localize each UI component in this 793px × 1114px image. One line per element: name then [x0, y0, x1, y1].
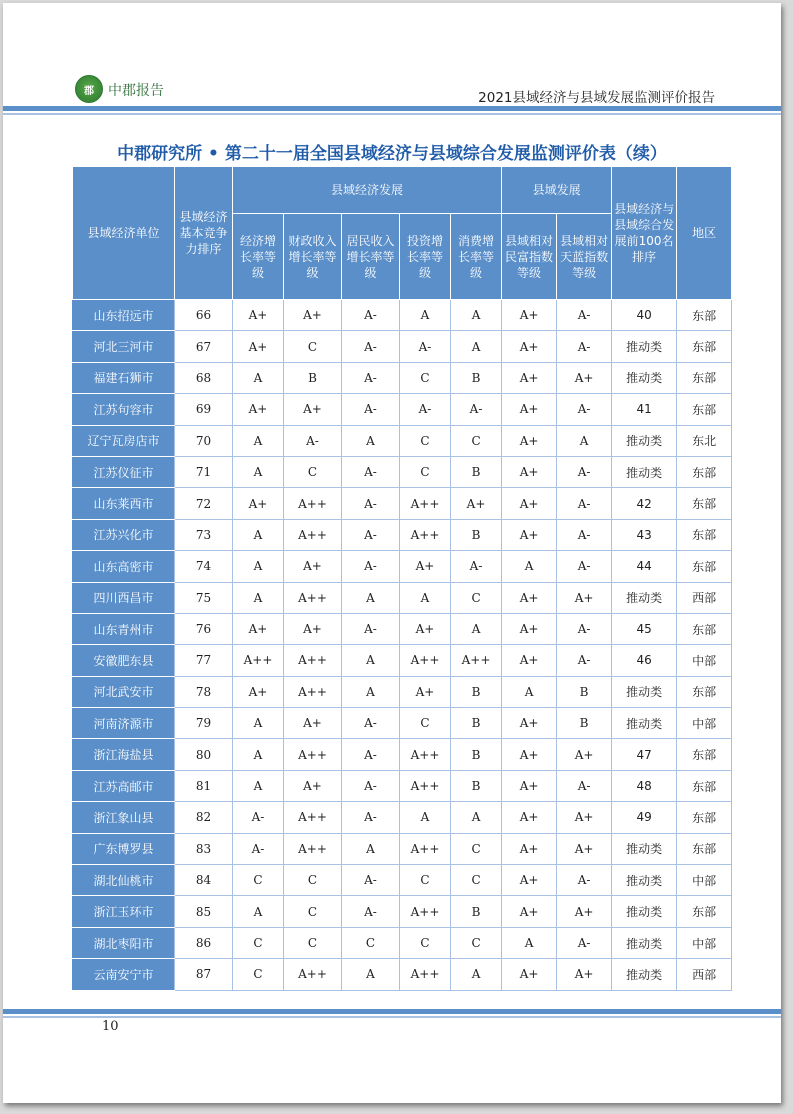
- consumption-growth-cell: C: [451, 582, 502, 613]
- region-cell: 东部: [677, 456, 732, 487]
- econ-growth-cell: A: [233, 708, 284, 739]
- consumption-growth-cell: A++: [451, 645, 502, 676]
- unit-cell: 四川西昌市: [73, 582, 175, 613]
- unit-cell: 辽宁瓦房店市: [73, 425, 175, 456]
- tianlan-cell: A: [557, 425, 612, 456]
- fiscal-growth-cell: C: [284, 865, 342, 896]
- page-number: 10: [102, 1019, 119, 1034]
- table-row: [73, 865, 732, 896]
- unit-cell: 云南安宁市: [73, 959, 175, 990]
- header-fiscal-growth: 财政收入增长率等级: [284, 214, 342, 300]
- table-row: [73, 551, 732, 582]
- tianlan-cell: A-: [557, 551, 612, 582]
- econ-growth-cell: A: [233, 519, 284, 550]
- unit-cell: 安徽肥东县: [73, 645, 175, 676]
- investment-growth-cell: C: [400, 708, 451, 739]
- logo-text: 中郡报告: [108, 83, 164, 99]
- table-row: [73, 927, 732, 958]
- consumption-growth-cell: A-: [451, 551, 502, 582]
- top100-cell: 44: [612, 551, 677, 582]
- consumption-growth-cell: C: [451, 927, 502, 958]
- fiscal-growth-cell: A++: [284, 645, 342, 676]
- investment-growth-cell: C: [400, 865, 451, 896]
- fiscal-growth-cell: A++: [284, 676, 342, 707]
- rank-cell: 83: [175, 833, 233, 864]
- tianlan-cell: A-: [557, 927, 612, 958]
- resident-income-cell: A-: [342, 300, 400, 331]
- top100-cell: 推动类: [612, 959, 677, 990]
- resident-income-cell: A-: [342, 708, 400, 739]
- rank-cell: 69: [175, 394, 233, 425]
- investment-growth-cell: A+: [400, 676, 451, 707]
- top100-cell: 48: [612, 770, 677, 801]
- consumption-growth-cell: C: [451, 865, 502, 896]
- rank-cell: 73: [175, 519, 233, 550]
- region-cell: 东部: [677, 770, 732, 801]
- investment-growth-cell: A++: [400, 739, 451, 770]
- header-resident-income: 居民收入增长率等级: [342, 214, 400, 300]
- econ-growth-cell: C: [233, 865, 284, 896]
- table-row: [73, 645, 732, 676]
- region-cell: 东部: [677, 676, 732, 707]
- consumption-growth-cell: B: [451, 708, 502, 739]
- region-cell: 东部: [677, 739, 732, 770]
- region-cell: 西部: [677, 582, 732, 613]
- top100-cell: 推动类: [612, 362, 677, 393]
- header-investment-growth: 投资增长率等级: [400, 214, 451, 300]
- unit-cell: 江苏仪征市: [73, 456, 175, 487]
- tianlan-cell: B: [557, 708, 612, 739]
- investment-growth-cell: C: [400, 927, 451, 958]
- econ-growth-cell: A: [233, 739, 284, 770]
- econ-growth-cell: C: [233, 959, 284, 990]
- consumption-growth-cell: B: [451, 739, 502, 770]
- minfu-cell: A+: [502, 708, 557, 739]
- resident-income-cell: A-: [342, 331, 400, 362]
- fiscal-growth-cell: A++: [284, 802, 342, 833]
- table-row: [73, 959, 732, 990]
- fiscal-growth-cell: C: [284, 331, 342, 362]
- logo-emblem-icon: 郡: [75, 75, 103, 103]
- minfu-cell: A+: [502, 739, 557, 770]
- minfu-cell: A+: [502, 802, 557, 833]
- rank-cell: 76: [175, 613, 233, 644]
- table-row: [73, 394, 732, 425]
- rank-cell: 82: [175, 802, 233, 833]
- region-cell: 东北: [677, 425, 732, 456]
- header-dev-group: 县域发展: [502, 167, 612, 214]
- region-cell: 中部: [677, 865, 732, 896]
- unit-cell: 福建石狮市: [73, 362, 175, 393]
- table-row: [73, 613, 732, 644]
- fiscal-growth-cell: A+: [284, 613, 342, 644]
- top100-cell: 47: [612, 739, 677, 770]
- resident-income-cell: A-: [342, 613, 400, 644]
- tianlan-cell: A-: [557, 865, 612, 896]
- table-row: [73, 770, 732, 801]
- top100-cell: 49: [612, 802, 677, 833]
- region-cell: 中部: [677, 645, 732, 676]
- region-cell: 东部: [677, 362, 732, 393]
- investment-growth-cell: A+: [400, 551, 451, 582]
- top100-cell: 42: [612, 488, 677, 519]
- unit-cell: 江苏兴化市: [73, 519, 175, 550]
- top100-cell: 推动类: [612, 425, 677, 456]
- consumption-growth-cell: A-: [451, 394, 502, 425]
- fiscal-growth-cell: A++: [284, 582, 342, 613]
- tianlan-cell: A-: [557, 300, 612, 331]
- resident-income-cell: A-: [342, 519, 400, 550]
- resident-income-cell: A-: [342, 394, 400, 425]
- unit-cell: 山东莱西市: [73, 488, 175, 519]
- investment-growth-cell: A++: [400, 770, 451, 801]
- footer-rule-thin: [3, 1016, 781, 1018]
- fiscal-growth-cell: B: [284, 362, 342, 393]
- consumption-growth-cell: B: [451, 770, 502, 801]
- consumption-growth-cell: A: [451, 802, 502, 833]
- tianlan-cell: A-: [557, 519, 612, 550]
- fiscal-growth-cell: A++: [284, 488, 342, 519]
- resident-income-cell: C: [342, 927, 400, 958]
- investment-growth-cell: A: [400, 802, 451, 833]
- resident-income-cell: A-: [342, 896, 400, 927]
- header-econ-group: 县域经济发展: [233, 167, 502, 214]
- unit-cell: 湖北枣阳市: [73, 927, 175, 958]
- minfu-cell: A+: [502, 331, 557, 362]
- header-rule-thin: [3, 113, 781, 115]
- econ-growth-cell: A+: [233, 676, 284, 707]
- investment-growth-cell: A++: [400, 645, 451, 676]
- unit-cell: 山东高密市: [73, 551, 175, 582]
- econ-growth-cell: A-: [233, 802, 284, 833]
- top100-cell: 推动类: [612, 927, 677, 958]
- region-cell: 东部: [677, 802, 732, 833]
- investment-growth-cell: A: [400, 582, 451, 613]
- table-row: [73, 582, 732, 613]
- investment-growth-cell: A-: [400, 331, 451, 362]
- econ-growth-cell: A: [233, 582, 284, 613]
- header-econ-growth: 经济增长率等级: [233, 214, 284, 300]
- unit-cell: 广东博罗县: [73, 833, 175, 864]
- econ-growth-cell: A: [233, 770, 284, 801]
- tianlan-cell: A+: [557, 833, 612, 864]
- investment-growth-cell: A++: [400, 833, 451, 864]
- region-cell: 东部: [677, 613, 732, 644]
- tianlan-cell: B: [557, 676, 612, 707]
- rank-cell: 67: [175, 331, 233, 362]
- rank-cell: 70: [175, 425, 233, 456]
- rank-cell: 79: [175, 708, 233, 739]
- table-row: [73, 708, 732, 739]
- region-cell: 东部: [677, 896, 732, 927]
- top100-cell: 推动类: [612, 331, 677, 362]
- fiscal-growth-cell: A+: [284, 394, 342, 425]
- tianlan-cell: A+: [557, 959, 612, 990]
- evaluation-table: [72, 166, 732, 991]
- table-row: [73, 488, 732, 519]
- econ-growth-cell: A: [233, 425, 284, 456]
- resident-income-cell: A-: [342, 488, 400, 519]
- investment-growth-cell: C: [400, 425, 451, 456]
- econ-growth-cell: A: [233, 896, 284, 927]
- investment-growth-cell: A-: [400, 394, 451, 425]
- minfu-cell: A: [502, 551, 557, 582]
- rank-cell: 71: [175, 456, 233, 487]
- tianlan-cell: A-: [557, 613, 612, 644]
- unit-cell: 河北三河市: [73, 331, 175, 362]
- investment-growth-cell: A+: [400, 613, 451, 644]
- minfu-cell: A+: [502, 645, 557, 676]
- unit-cell: 江苏高邮市: [73, 770, 175, 801]
- investment-growth-cell: A++: [400, 896, 451, 927]
- fiscal-growth-cell: A+: [284, 770, 342, 801]
- minfu-cell: A+: [502, 425, 557, 456]
- footer-rule: [3, 1009, 781, 1014]
- table-title: 中郡研究所 • 第二十一届全国县域经济与县域综合发展监测评价表（续）: [117, 144, 667, 164]
- investment-growth-cell: C: [400, 362, 451, 393]
- consumption-growth-cell: B: [451, 519, 502, 550]
- econ-growth-cell: A+: [233, 331, 284, 362]
- tianlan-cell: A-: [557, 456, 612, 487]
- top100-cell: 推动类: [612, 833, 677, 864]
- consumption-growth-cell: A+: [451, 488, 502, 519]
- fiscal-growth-cell: A++: [284, 739, 342, 770]
- top100-cell: 40: [612, 300, 677, 331]
- investment-growth-cell: A++: [400, 959, 451, 990]
- unit-cell: 浙江玉环市: [73, 896, 175, 927]
- resident-income-cell: A: [342, 582, 400, 613]
- minfu-cell: A+: [502, 300, 557, 331]
- consumption-growth-cell: B: [451, 456, 502, 487]
- tianlan-cell: A+: [557, 739, 612, 770]
- region-cell: 东部: [677, 300, 732, 331]
- tianlan-cell: A-: [557, 394, 612, 425]
- table-row: [73, 833, 732, 864]
- table-row: [73, 331, 732, 362]
- minfu-cell: A+: [502, 959, 557, 990]
- top100-cell: 43: [612, 519, 677, 550]
- minfu-cell: A+: [502, 456, 557, 487]
- table-row: [73, 362, 732, 393]
- econ-growth-cell: A: [233, 456, 284, 487]
- header-region: 地区: [677, 167, 732, 300]
- consumption-growth-cell: B: [451, 362, 502, 393]
- report-header-title: 2021县域经济与县域发展监测评价报告: [478, 90, 715, 106]
- fiscal-growth-cell: A++: [284, 959, 342, 990]
- resident-income-cell: A: [342, 425, 400, 456]
- minfu-cell: A+: [502, 896, 557, 927]
- top100-cell: 推动类: [612, 896, 677, 927]
- region-cell: 东部: [677, 394, 732, 425]
- resident-income-cell: A: [342, 959, 400, 990]
- tianlan-cell: A+: [557, 582, 612, 613]
- fiscal-growth-cell: C: [284, 896, 342, 927]
- rank-cell: 75: [175, 582, 233, 613]
- rank-cell: 87: [175, 959, 233, 990]
- region-cell: 东部: [677, 331, 732, 362]
- fiscal-growth-cell: C: [284, 927, 342, 958]
- resident-income-cell: A-: [342, 456, 400, 487]
- investment-growth-cell: A++: [400, 519, 451, 550]
- minfu-cell: A+: [502, 865, 557, 896]
- region-cell: 中部: [677, 708, 732, 739]
- econ-growth-cell: A+: [233, 300, 284, 331]
- consumption-growth-cell: C: [451, 425, 502, 456]
- top100-cell: 41: [612, 394, 677, 425]
- region-cell: 西部: [677, 959, 732, 990]
- region-cell: 东部: [677, 488, 732, 519]
- table-row: [73, 802, 732, 833]
- top100-cell: 推动类: [612, 708, 677, 739]
- minfu-cell: A: [502, 676, 557, 707]
- unit-cell: 湖北仙桃市: [73, 865, 175, 896]
- fiscal-growth-cell: A+: [284, 551, 342, 582]
- publisher-logo: [75, 75, 185, 105]
- minfu-cell: A+: [502, 394, 557, 425]
- minfu-cell: A+: [502, 613, 557, 644]
- rank-cell: 72: [175, 488, 233, 519]
- resident-income-cell: A: [342, 676, 400, 707]
- resident-income-cell: A-: [342, 739, 400, 770]
- header-tianlan-index: 县域相对天蓝指数等级: [557, 214, 612, 300]
- tianlan-cell: A-: [557, 645, 612, 676]
- unit-cell: 山东青州市: [73, 613, 175, 644]
- consumption-growth-cell: C: [451, 833, 502, 864]
- header-competitiveness-rank: 县域经济基本竞争力排序: [175, 167, 233, 300]
- rank-cell: 66: [175, 300, 233, 331]
- unit-cell: 浙江象山县: [73, 802, 175, 833]
- econ-growth-cell: A+: [233, 613, 284, 644]
- table-row: [73, 896, 732, 927]
- rank-cell: 81: [175, 770, 233, 801]
- econ-growth-cell: A+: [233, 394, 284, 425]
- fiscal-growth-cell: A++: [284, 833, 342, 864]
- rank-cell: 77: [175, 645, 233, 676]
- header-unit: 县域经济单位: [73, 167, 175, 300]
- resident-income-cell: A-: [342, 551, 400, 582]
- header-minfu-index: 县域相对民富指数等级: [502, 214, 557, 300]
- rank-cell: 86: [175, 927, 233, 958]
- resident-income-cell: A: [342, 645, 400, 676]
- fiscal-growth-cell: A+: [284, 708, 342, 739]
- consumption-growth-cell: A: [451, 959, 502, 990]
- consumption-growth-cell: A: [451, 331, 502, 362]
- header-top100: 县域经济与县域综合发展前100名排序: [612, 167, 677, 300]
- tianlan-cell: A-: [557, 488, 612, 519]
- tianlan-cell: A-: [557, 331, 612, 362]
- tianlan-cell: A+: [557, 362, 612, 393]
- resident-income-cell: A: [342, 833, 400, 864]
- resident-income-cell: A-: [342, 770, 400, 801]
- tianlan-cell: A+: [557, 896, 612, 927]
- tianlan-cell: A-: [557, 770, 612, 801]
- report-page: [3, 3, 781, 1103]
- top100-cell: 46: [612, 645, 677, 676]
- consumption-growth-cell: B: [451, 896, 502, 927]
- table-row: [73, 519, 732, 550]
- top100-cell: 推动类: [612, 582, 677, 613]
- minfu-cell: A+: [502, 770, 557, 801]
- fiscal-growth-cell: A+: [284, 300, 342, 331]
- fiscal-growth-cell: A-: [284, 425, 342, 456]
- table-row: [73, 300, 732, 331]
- resident-income-cell: A-: [342, 362, 400, 393]
- investment-growth-cell: A: [400, 300, 451, 331]
- rank-cell: 80: [175, 739, 233, 770]
- top100-cell: 推动类: [612, 676, 677, 707]
- consumption-growth-cell: A: [451, 300, 502, 331]
- minfu-cell: A+: [502, 488, 557, 519]
- fiscal-growth-cell: C: [284, 456, 342, 487]
- econ-growth-cell: A-: [233, 833, 284, 864]
- investment-growth-cell: C: [400, 456, 451, 487]
- econ-growth-cell: A: [233, 362, 284, 393]
- top100-cell: 推动类: [612, 865, 677, 896]
- table-row: [73, 425, 732, 456]
- consumption-growth-cell: B: [451, 676, 502, 707]
- rank-cell: 78: [175, 676, 233, 707]
- table-row: [73, 456, 732, 487]
- table-row: [73, 676, 732, 707]
- consumption-growth-cell: A: [451, 613, 502, 644]
- econ-growth-cell: A: [233, 551, 284, 582]
- rank-cell: 85: [175, 896, 233, 927]
- rank-cell: 68: [175, 362, 233, 393]
- unit-cell: 河北武安市: [73, 676, 175, 707]
- minfu-cell: A+: [502, 833, 557, 864]
- tianlan-cell: A+: [557, 802, 612, 833]
- investment-growth-cell: A++: [400, 488, 451, 519]
- econ-growth-cell: C: [233, 927, 284, 958]
- unit-cell: 江苏句容市: [73, 394, 175, 425]
- region-cell: 东部: [677, 519, 732, 550]
- region-cell: 东部: [677, 551, 732, 582]
- fiscal-growth-cell: A++: [284, 519, 342, 550]
- unit-cell: 浙江海盐县: [73, 739, 175, 770]
- econ-growth-cell: A++: [233, 645, 284, 676]
- resident-income-cell: A-: [342, 865, 400, 896]
- top100-cell: 45: [612, 613, 677, 644]
- region-cell: 东部: [677, 833, 732, 864]
- unit-cell: 河南济源市: [73, 708, 175, 739]
- minfu-cell: A: [502, 927, 557, 958]
- header-consumption-growth: 消费增长率等级: [451, 214, 502, 300]
- resident-income-cell: A-: [342, 802, 400, 833]
- minfu-cell: A+: [502, 519, 557, 550]
- top100-cell: 推动类: [612, 456, 677, 487]
- rank-cell: 74: [175, 551, 233, 582]
- minfu-cell: A+: [502, 362, 557, 393]
- unit-cell: 山东招远市: [73, 300, 175, 331]
- header-rule: [3, 106, 781, 111]
- region-cell: 中部: [677, 927, 732, 958]
- minfu-cell: A+: [502, 582, 557, 613]
- econ-growth-cell: A+: [233, 488, 284, 519]
- rank-cell: 84: [175, 865, 233, 896]
- table-row: [73, 739, 732, 770]
